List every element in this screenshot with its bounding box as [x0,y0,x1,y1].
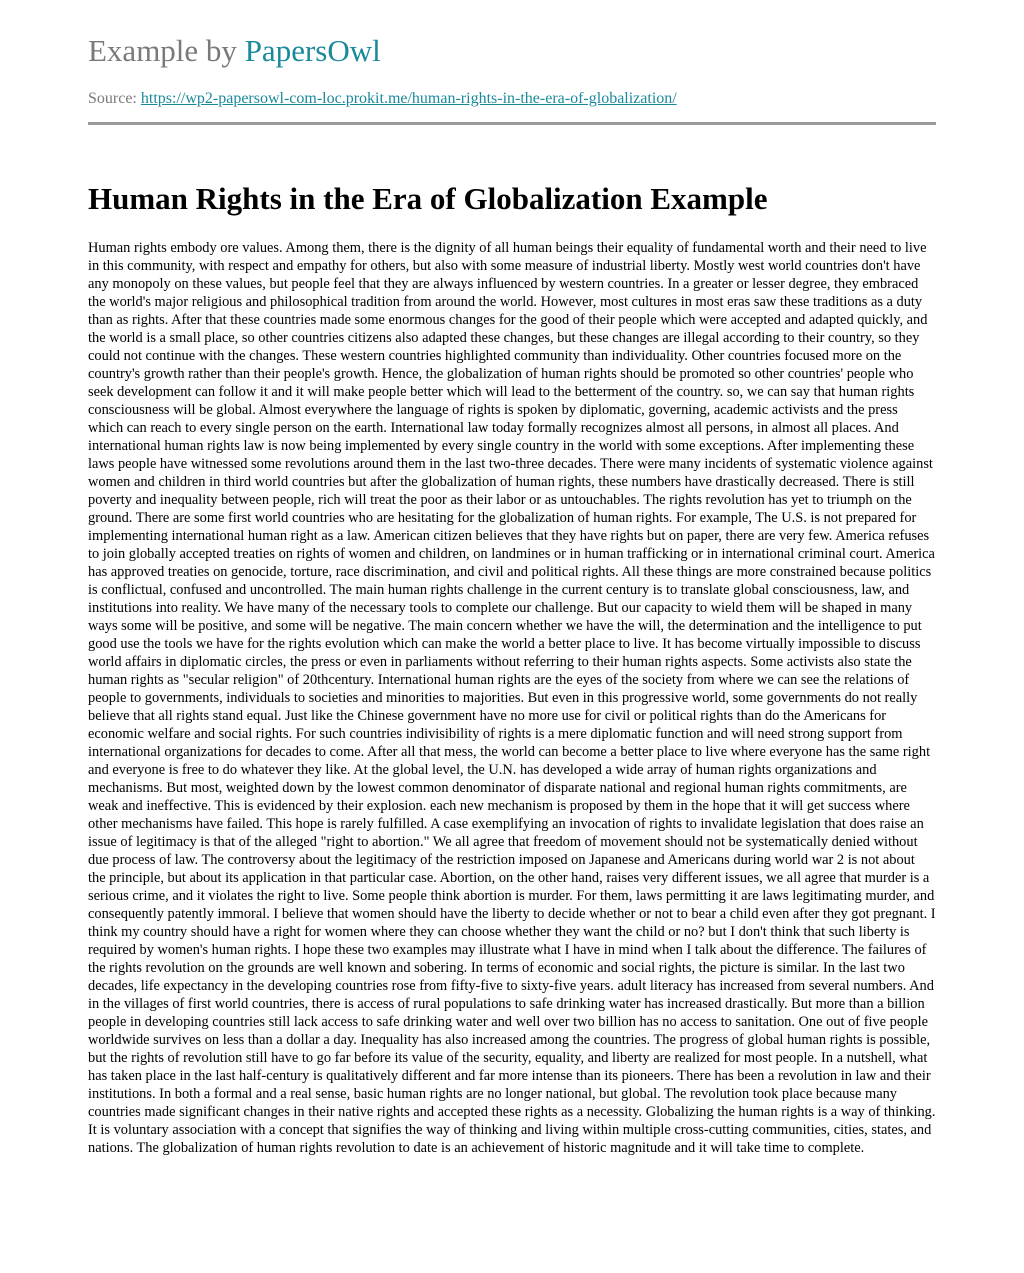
site-brand [88,33,381,69]
header-divider [88,122,936,125]
brand-prefix: Example by [88,33,245,68]
source-label: Source: [88,90,141,107]
source-link[interactable]: https://wp2-papersowl-com-loc.prokit.me/human-rights-in-the-era-of-globalization/ [140,90,677,107]
source-line [88,89,677,109]
brand-name-link[interactable]: PapersOwl [244,33,381,68]
article-body: Human rights embody ore values. Among them, there is the dignity of all human beings their equality of fundamental worth and their need to live in this community, with respect and empathy for others, but also with some measure of industrial liberty. Mostly west world countries don't have any monopoly on these values, but people feel that they are always influenced by western countries. In a greater or lesser degree, they embraced the world's major religious and philosophical tradition from around the world. However, most cultures in most eras saw these traditions as a duty than as rights. After that these countries made some enormous changes for the good of their people which were accepted and adapted quickly, and the world is a small place, so other countries citizens also adapted these changes, but these changes are illegal according to their country, so they could not continue with the changes. These western countries highlighted community than individuality. Other countries focused more on the country's growth rather than their people's growth. Hence, the globalization of human rights should be promoted so other countries' people who seek development can follow it and it will make people better which will lead to the betterment of the country. so, we can say that human rights consciousness will be global. Almost everywhere the language of rights is spoken by diplomatic, governing, academic activists and the press which can reach to every single person on the earth. International law today formally recognizes almost all persons, in almost all places. And international human rights law is now being implemented by every single country in the world with some exceptions. After implementing these laws people have witnessed some revolutions around them in the last two-three decades. There were many incidents of systematic violence against women and children in third world countries but after the globalization of human rights, these numbers have drastically decreased. There is still poverty and inequality between people, rich will treat the poor as their labor or as untouchables. The rights revolution has yet to triumph on the ground. There are some first world countries who are hesitating for the globalization of human rights. For example, The U.S. is not prepared for implementing international human right as a law. American citizen believes that they have rights but on paper, there are very few. America refuses to join globally accepted treaties on rights of women and children, on landmines or in human trafficking or in international criminal court. America has approved treaties on genocide, torture, race discrimination, and civil and political rights. All these things are more constrained because politics is conflictual, confused and uncontrolled. The main human rights challenge in the current century is to translate global consciousness, law, and institutions into reality. We have many of the necessary tools to complete our challenge. But our capacity to wield them will be shaped in many ways some will be positive, and some will be negative. The main concern whether we have the will, the determination and the intelligence to put good use the tools we have for the rights evolution which can make the world a better place to live. It has become virtually impossible to discuss world affairs in diplomatic circles, the press or even in parliaments without referring to their human rights aspects. Some activists also state the human rights as "secular religion" of 20thcentury. International human rights are the eyes of the society from where we can see the relations of people to governments, individuals to societies and minorities to majorities. But even in this progressive world, some governments do not really believe that all rights stand equal. Just like the Chinese government have no more use for civil or political rights than do the Americans for economic welfare and social rights. For such countries indivisibility of rights is a mere diplomatic function and will need strong support from international organizations for decades to come. After all that mess, the world can become a better place to live where everyone has the same right and everyone is free to do whatever they like. At the global level, the U.N. has developed a wide array of human rights organizations and mechanisms. But most, weighted down by the lowest common denominator of disparate national and regional human rights commitments, are weak and ineffective. This is evidenced by their explosion. each new mechanism is proposed by them in the hope that it will get success where other mechanisms have failed. This hope is rarely fulfilled. A case exemplifying an invocation of rights to invalidate legislation that does raise an issue of legitimacy is that of the alleged "right to abortion." We all agree that freedom of movement should not be systematically denied without due process of law. The controversy about the legitimacy of the restriction imposed on Japanese and Americans during world war 2 is not about the principle, but about its application in that particular case. Abortion, on the other hand, raises very different issues, we all agree that murder is a serious crime, and it violates the right to live. Some people think abortion is murder. For them, laws permitting it are laws legitimating murder, and consequently patently immoral. I believe that women should have the liberty to decide whether or not to bear a child even after they got pregnant. I think my country should have a right for women where they can choose whether they want the child or no? but I don't think that such liberty is required by women's human rights. I hope these two examples may illustrate what I have in mind when I talk about the difference. The failures of the rights revolution on the grounds are well known and sobering. In terms of economic and social rights, the picture is similar. In the last two decades, life expectancy in the developing countries rose from fifty-five to sixty-five years. adult literacy has increased from several numbers. And in the villages of first world countries, there is access of rural populations to safe drinking water has increased drastically. But more than a billion people in developing countries still lack access to safe drinking water and well over two billion has no access to sanitation. One out of five people worldwide survives on less than a dollar a day. Inequality has also increased among the countries. The progress of global human rights is possible, but the rights of revolution still have to go far before its value of the security, equality, and liberty are realized for most people. In a nutshell, what has taken place in the last half-century is qualitatively different and far more intense than its pioneers. There has been a revolution in law and their institutions. In both a formal and a real sense, basic human rights are no longer national, but global. The revolution took place because many countries made significant changes in their native rights and accepted these rights as a necessity. Globalizing the human rights is a way of thinking. It is voluntary association with a concept that signifies the way of thinking and living within multiple cross-cutting communities, cities, states, and nations. The globalization of human rights revolution to date is an achievement of historic magnitude and it will take time to complete. [88,240,936,1156]
page-title: Human Rights in the Era of Globalization Example [88,181,768,216]
